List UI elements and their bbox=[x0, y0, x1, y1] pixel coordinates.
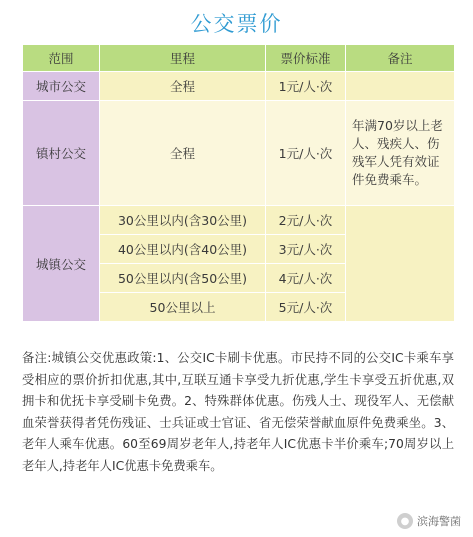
page-title: 公交票价 bbox=[190, 12, 283, 36]
header-price: 票价标准 bbox=[266, 45, 346, 72]
mileage-cell: 全程 bbox=[100, 101, 266, 206]
scope-cell: 城镇公交 bbox=[23, 206, 100, 322]
wechat-logo-icon: ● bbox=[397, 513, 413, 529]
table-row bbox=[23, 206, 455, 235]
price-cell: 4元/人·次 bbox=[266, 264, 346, 293]
mileage-cell: 50公里以上 bbox=[100, 293, 266, 322]
mileage-cell: 40公里以内(含40公里) bbox=[100, 235, 266, 264]
price-cell: 2元/人·次 bbox=[266, 206, 346, 235]
brand-name: 滨海警菌 bbox=[417, 515, 461, 528]
table-row bbox=[23, 101, 455, 206]
price-cell: 1元/人·次 bbox=[266, 72, 346, 101]
remark-cell: 年满70岁以上老人、残疾人、伤残军人凭有效证件免费乘车。 bbox=[346, 101, 455, 206]
table-header-row bbox=[23, 45, 455, 72]
mileage-cell: 50公里以内(含50公里) bbox=[100, 264, 266, 293]
scope-cell: 镇村公交 bbox=[23, 101, 100, 206]
header-mileage: 里程 bbox=[100, 45, 266, 72]
table-row bbox=[23, 72, 455, 101]
fare-table bbox=[22, 44, 455, 322]
scope-cell: 城市公交 bbox=[23, 72, 100, 101]
header-remark: 备注 bbox=[346, 45, 455, 72]
price-cell: 1元/人·次 bbox=[266, 101, 346, 206]
header-scope: 范围 bbox=[23, 45, 100, 72]
policy-note: 备注:城镇公交优惠政策:1、公交IC卡刷卡优惠。市民持不同的公交IC卡乘车享受相应的票价折扣优惠,其中,互联互通卡享受九折优惠,学生卡享受五折优惠,双拥卡和优抚卡享受刷卡免费。2、特殊群体优惠。伤残人士、现役军人、无偿献血荣誉获得者凭伤残证、士兵证或士官证、省无偿荣誉献血原件免费乘坐。3、老年人乘车优惠。60至69周岁老年人,持老年人IC优惠卡半价乘车;70周岁以上老年人,持老年人IC优惠卡免费乘车。 bbox=[22, 351, 454, 473]
remark-cell bbox=[346, 72, 455, 101]
price-cell: 3元/人·次 bbox=[266, 235, 346, 264]
mileage-cell: 全程 bbox=[100, 72, 266, 101]
brand-watermark bbox=[397, 513, 461, 529]
remark-cell bbox=[346, 206, 455, 322]
price-cell: 5元/人·次 bbox=[266, 293, 346, 322]
mileage-cell: 30公里以内(含30公里) bbox=[100, 206, 266, 235]
